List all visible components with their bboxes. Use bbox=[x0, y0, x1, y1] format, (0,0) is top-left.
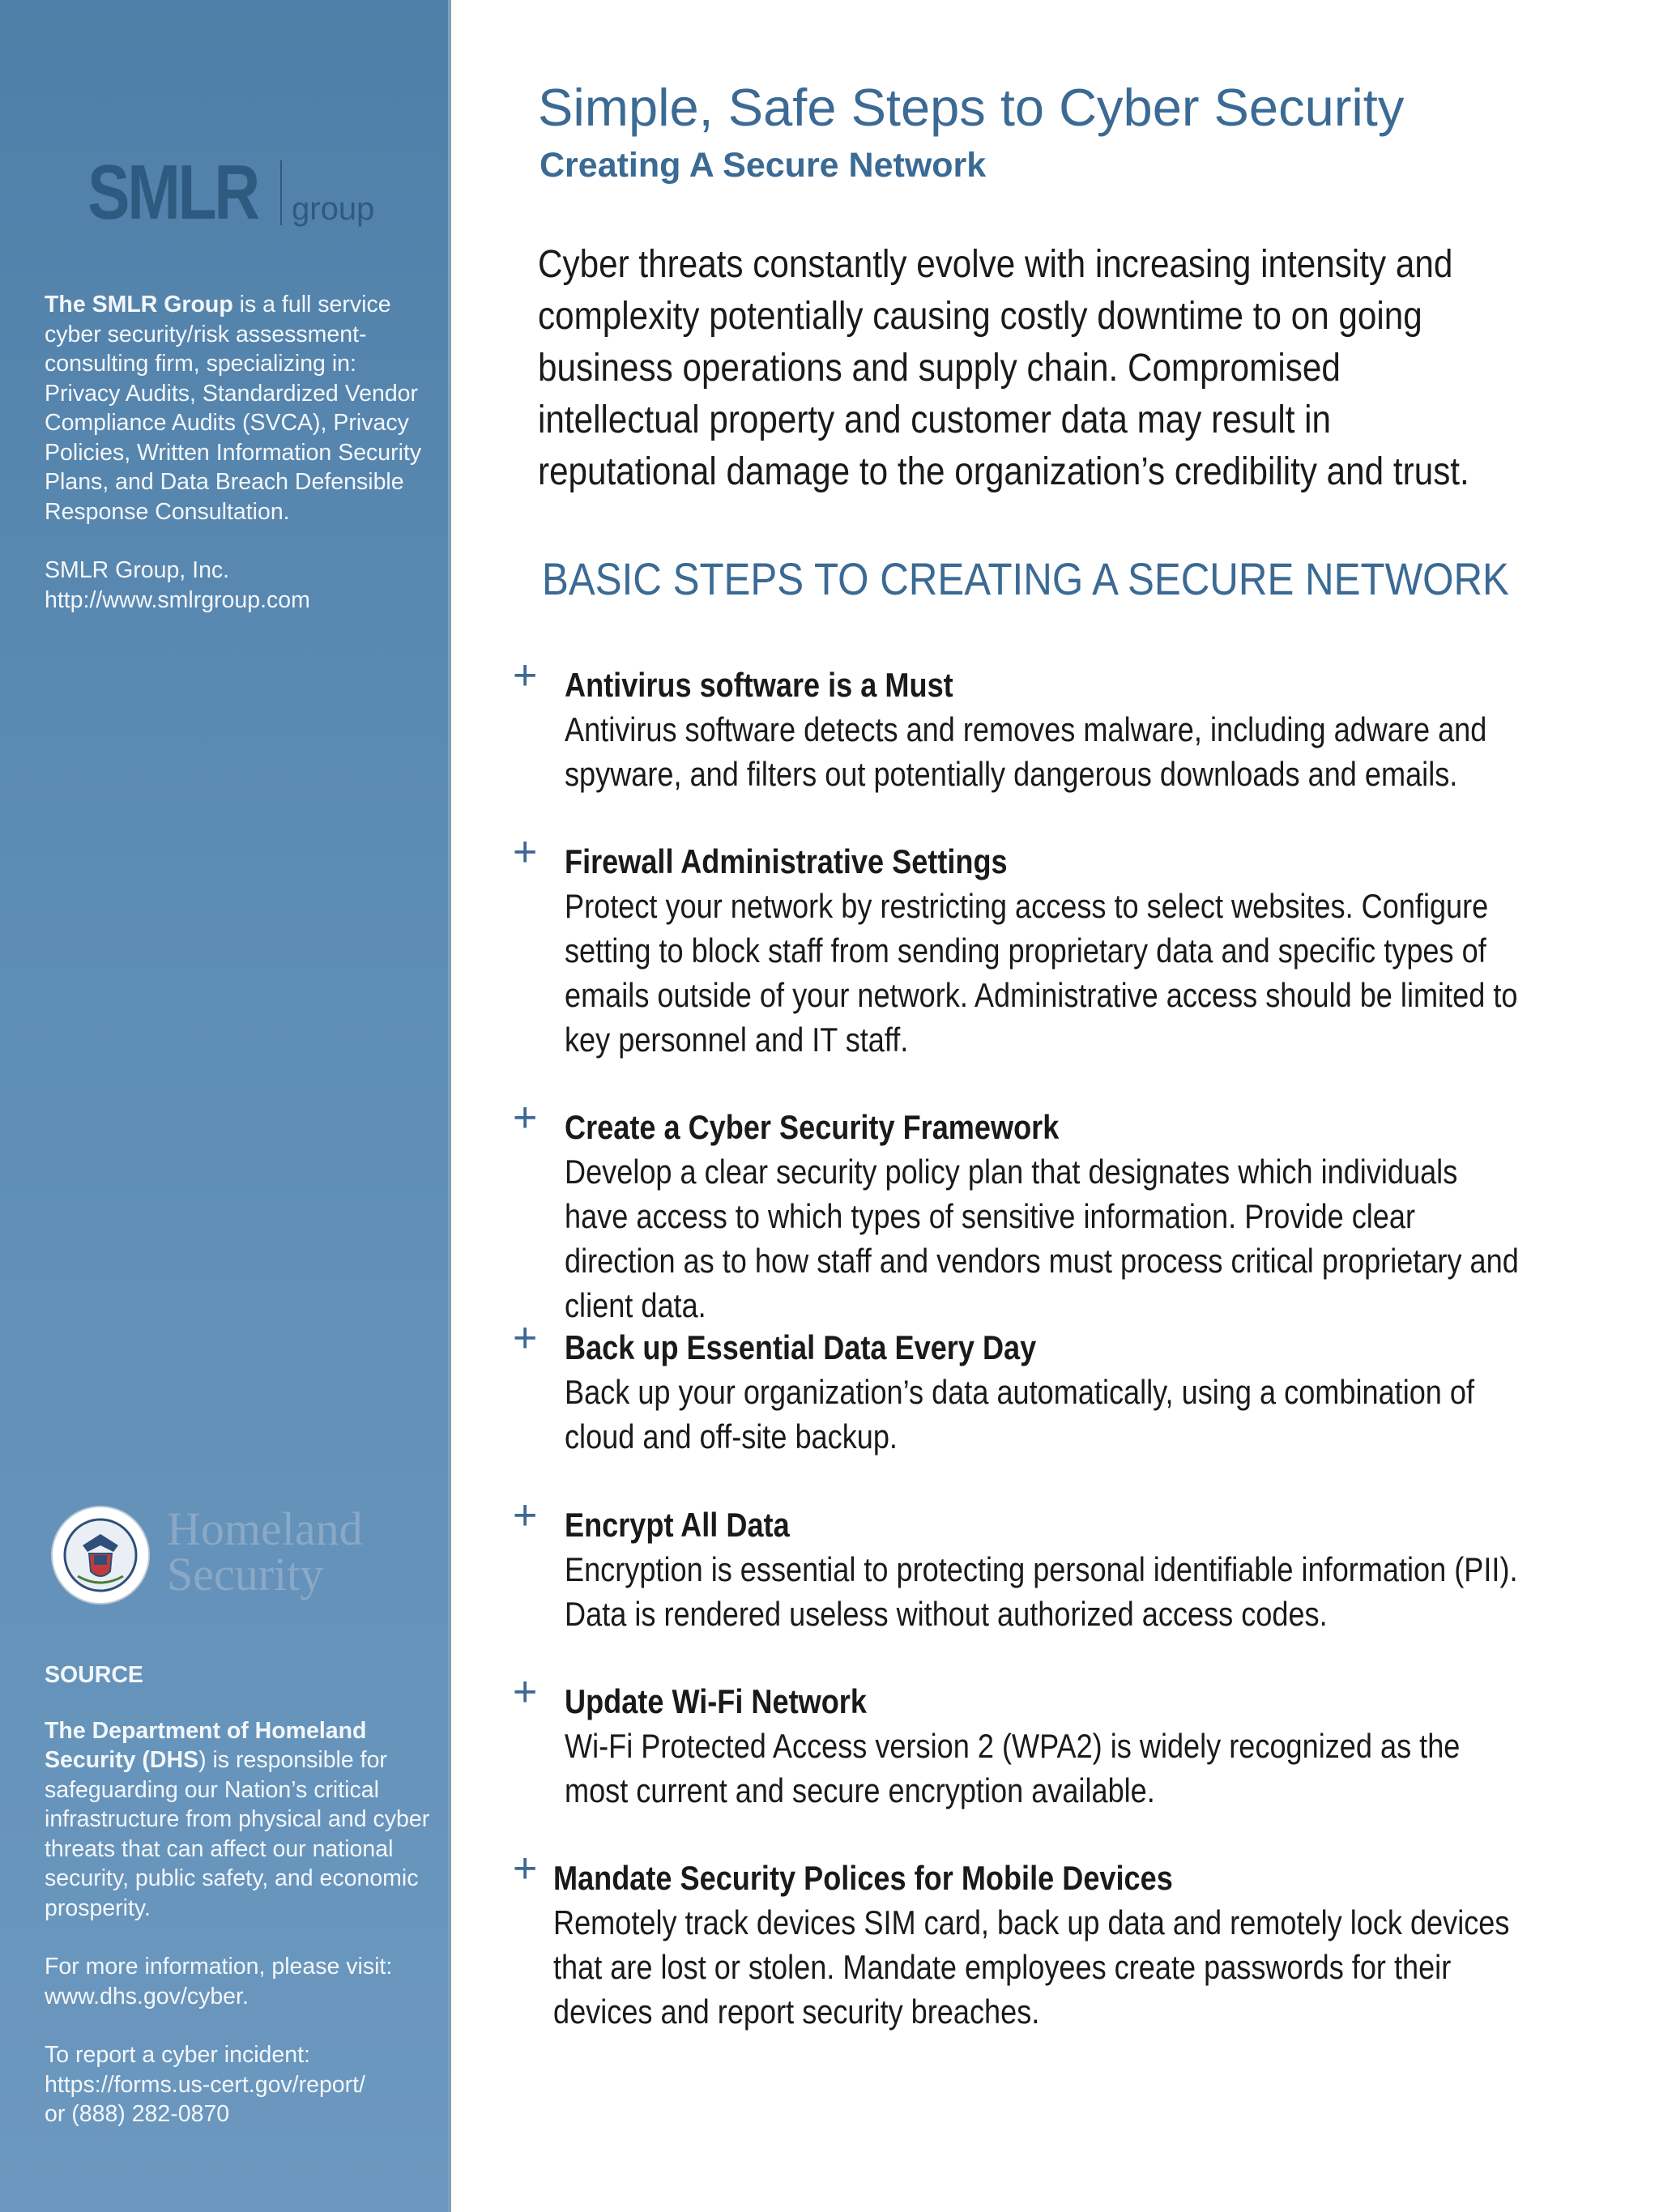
company-website-link[interactable]: http://www.smlrgroup.com bbox=[45, 586, 310, 613]
step-body bbox=[565, 1679, 1526, 1813]
step-title: Back up Essential Data Every Day bbox=[565, 1328, 1037, 1366]
step-title: Update Wi-Fi Network bbox=[565, 1682, 867, 1720]
step-title: Create a Cyber Security Framework bbox=[565, 1108, 1060, 1146]
plus-icon: + bbox=[513, 652, 538, 699]
company-bold: The SMLR Group bbox=[45, 292, 233, 318]
step-title: Firewall Administrative Settings bbox=[565, 842, 1008, 880]
step-title: Mandate Security Polices for Mobile Devices bbox=[553, 1859, 1173, 1897]
report-label: To report a cyber incident: bbox=[45, 2042, 310, 2068]
report-phone: or (888) 282-0870 bbox=[45, 2101, 230, 2127]
dhs-seal-icon bbox=[50, 1505, 151, 1605]
dhs-paragraph bbox=[45, 1716, 433, 1924]
dhs-bold: The Department of Homeland Security (DHS bbox=[45, 1717, 367, 1773]
sidebar bbox=[0, 0, 451, 2212]
step-title: Encrypt All Data bbox=[565, 1506, 790, 1544]
section-heading: BASIC STEPS TO CREATING A SECURE NETWORK bbox=[542, 553, 1509, 604]
logo-divider bbox=[280, 160, 282, 225]
plus-icon: + bbox=[513, 1669, 538, 1715]
step-text: Back up your organization’s data automatically, using a combination of cloud and off-site backup. bbox=[565, 1373, 1475, 1455]
logo-sub-text: group bbox=[292, 191, 375, 227]
step-text: Remotely track devices SIM card, back up data and remotely lock devices that are lost or stolen. Mandate employees create passwords for their devices and report security breaches. bbox=[553, 1903, 1510, 2031]
company-name: SMLR Group, Inc. bbox=[45, 557, 230, 583]
dhs-wordmark bbox=[167, 1502, 363, 1600]
step-body bbox=[565, 663, 1526, 796]
page-subtitle: Creating A Secure Network bbox=[539, 146, 987, 185]
dhs-wordmark-line2: Security bbox=[167, 1548, 324, 1600]
company-description: is a full service cyber security/risk assessment-consulting firm, specializing in: Privacy Audits, Standardized Vendor Compliance Audits (SVCA), Privacy Policies, Written Information Security Plans, and Data Breach Defensible Response Consultation. bbox=[45, 292, 422, 525]
dhs-wordmark-line1: Homeland bbox=[167, 1502, 363, 1555]
page-title: Simple, Safe Steps to Cyber Security bbox=[538, 78, 1405, 137]
step-body bbox=[565, 839, 1526, 1062]
step-title: Antivirus software is a Must bbox=[565, 666, 953, 704]
plus-icon: + bbox=[513, 1492, 538, 1539]
plus-icon: + bbox=[513, 1094, 538, 1141]
step-text: Protect your network by restricting access to select websites. Configure setting to block staff from sending proprietary data and specific types of emails outside of your network. Administrative access should be limited to key personnel and IT staff. bbox=[565, 887, 1518, 1059]
step-text: Develop a clear security policy plan that designates which individuals have access to which types of sensitive information. Provide clear direction as to how staff and vendors must process critical proprietary and client data. bbox=[565, 1153, 1519, 1324]
step-body bbox=[553, 1856, 1515, 2034]
smlr-logo bbox=[87, 149, 379, 243]
dhs-logo bbox=[50, 1498, 407, 1612]
more-info: For more information, please visit: www.dhs.gov/cyber. bbox=[45, 1954, 393, 2010]
step-text: Antivirus software detects and removes malware, including adware and spyware, and filters out potentially dangerous downloads and emails. bbox=[565, 710, 1487, 793]
main-content bbox=[448, 0, 1659, 2212]
dhs-description: ) is responsible for safeguarding our Nation’s critical infrastructure from physical and cyber threats that can affect our national security, public safety, and economic prosperity. bbox=[45, 1747, 430, 1921]
logo-main-text: SMLR bbox=[87, 149, 258, 236]
source-section bbox=[45, 1660, 433, 2129]
step-body bbox=[565, 1502, 1526, 1636]
steps-list bbox=[448, 0, 1659, 2212]
plus-icon: + bbox=[513, 1845, 538, 1892]
report-url-link[interactable]: https://forms.us-cert.gov/report/ bbox=[45, 2071, 365, 2098]
about-section bbox=[45, 290, 433, 615]
step-text: Wi-Fi Protected Access version 2 (WPA2) is widely recognized as the most current and secure encryption available. bbox=[565, 1727, 1461, 1809]
step-body bbox=[565, 1325, 1526, 1459]
intro-paragraph: Cyber threats constantly evolve with increasing intensity and complexity potentially causing costly downtime to on going business operations and supply chain. Compromised intellectual property and customer data may result in reputational damage to the organization’s credibility and trust. bbox=[538, 243, 1469, 493]
step-text: Encryption is essential to protecting personal identifiable information (PII). Data is rendered useless without authorized access codes. bbox=[565, 1550, 1518, 1633]
plus-icon: + bbox=[513, 1315, 538, 1362]
about-paragraph bbox=[45, 290, 433, 526]
source-heading: SOURCE bbox=[45, 1662, 143, 1688]
plus-icon: + bbox=[513, 829, 538, 876]
step-body bbox=[565, 1105, 1526, 1328]
